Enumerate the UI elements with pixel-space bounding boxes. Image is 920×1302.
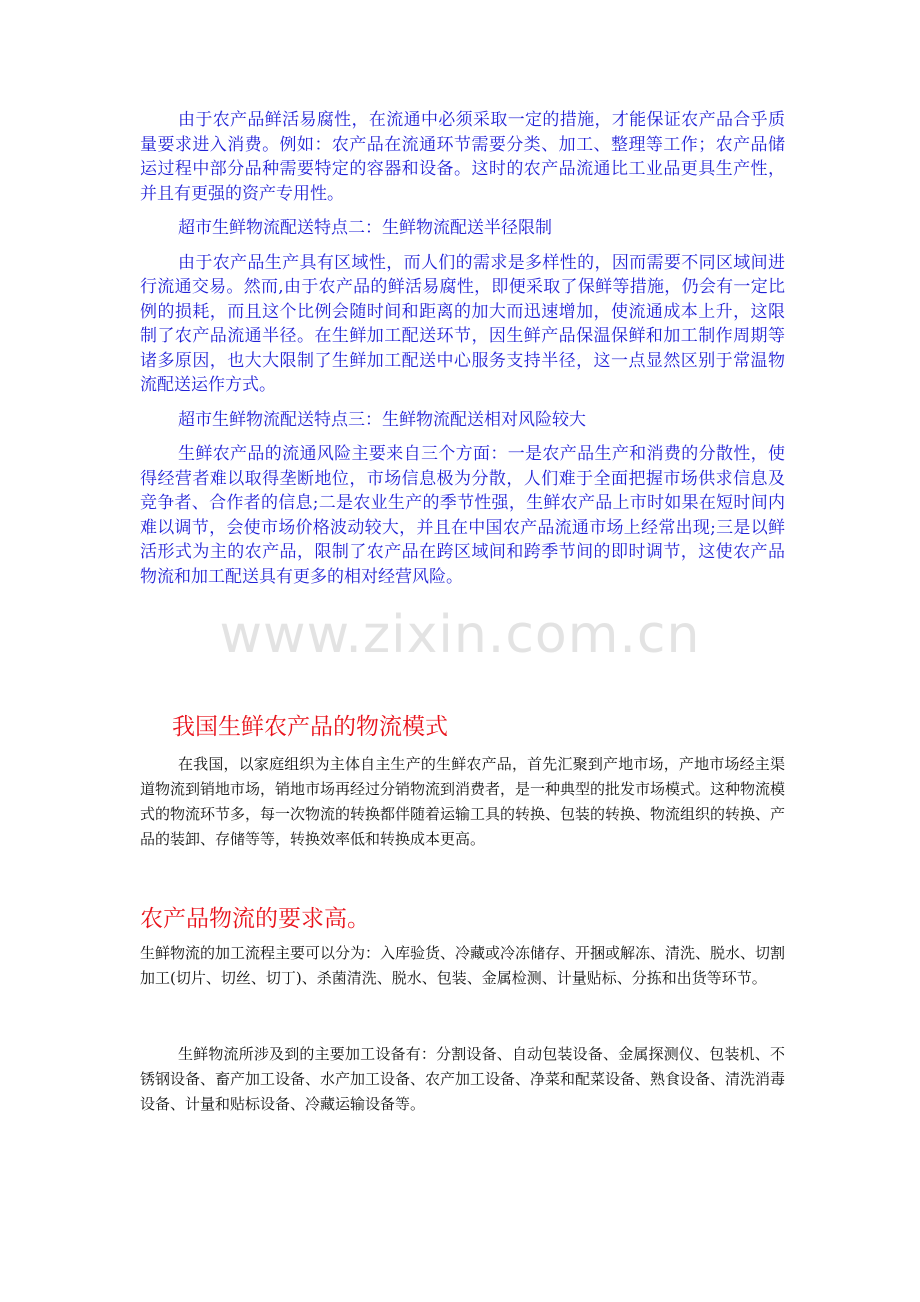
paragraph-delivery-radius: 由于农产品生产具有区域性，而人们的需求是多样性的，因而需要不同区域间进行流通交易。然而,由于农产品的鲜活易腐性，即便采取了保鲜等措施，仍会有一定比例的损耗，而且这个比例会随时间和距离的加大而迅速增加，使流通成本上升，这限制了农产品流通半径。在生鲜加工配送环节，因生鲜产品保温保鲜和加工制作周期等诸多原因，也大大限制了生鲜加工配送中心服务支持半径，这一点显然区别于常温物流配送运作方式。 <box>140 252 785 395</box>
watermark-text: www.zixin.com.cn <box>219 605 701 665</box>
paragraph-perishability: 由于农产品鲜活易腐性，在流通中必须采取一定的措施，才能保证农产品合乎质量要求进入消费。例如：农产品在流通环节需要分类、加工、整理等工作；农产品储运过程中部分品种需要特定的容器和设备。这时的农产品流通比工业品更具生产性，并且有更强的资产专用性。 <box>140 110 785 204</box>
heading-logistics-model: 我国生鲜农产品的物流模式 <box>172 714 448 740</box>
paragraph-risk: 生鲜农产品的流通风险主要来自三个方面：一是农产品生产和消费的分散性，使得经营者难以取得垄断地位，市场信息极为分散，人们难于全面把握市场供求信息及竞争者、合作者的信息;二是农业生产的季节性强，生鲜农产品上市时如果在短时间内难以调节，会使市场价格波动较大，并且在中国农产品流通市场上经常出现;三是以鲜活形式为主的农产品，限制了农产品在跨区域间和跨季节间的即时调节，这使农产品物流和加工配送具有更多的相对经营风险。 <box>140 444 785 587</box>
subheading-feature-two: 超市生鲜物流配送特点二：生鲜物流配送半径限制 <box>178 218 552 238</box>
blue-text-block <box>140 108 785 589</box>
paragraph-processing-flow: 生鲜物流的加工流程主要可以分为：入库验货、冷藏或冷冻储存、开捆或解冻、清洗、脱水、切割加工(切片、切丝、切丁)、杀菌清洗、脱水、包装、金属检测、计量贴标、分拣和出货等环节。 <box>140 944 786 987</box>
heading-high-requirements: 农产品物流的要求高。 <box>140 906 370 932</box>
paragraph-processing-equipment: 生鲜物流所涉及到的主要加工设备有：分割设备、自动包装设备、金属探测仪、包装机、不锈钢设备、畜产加工设备、水产加工设备、农产加工设备、净菜和配菜设备、熟食设备、清洗消毒设备、计量和贴标设备、冷藏运输设备等。 <box>140 1045 786 1113</box>
paragraph-logistics-model: 在我国，以家庭组织为主体自主生产的生鲜农产品，首先汇聚到产地市场，产地市场经主渠道物流到销地市场，销地市场再经过分销物流到消费者，是一种典型的批发市场模式。这种物流模式的物流环节多，每一次物流的转换都伴随着运输工具的转换、包装的转换、物流组织的转换、产品的装卸、存储等等，转换效率低和转换成本更高。 <box>140 755 786 848</box>
subheading-feature-three: 超市生鲜物流配送特点三：生鲜物流配送相对风险较大 <box>178 409 586 430</box>
